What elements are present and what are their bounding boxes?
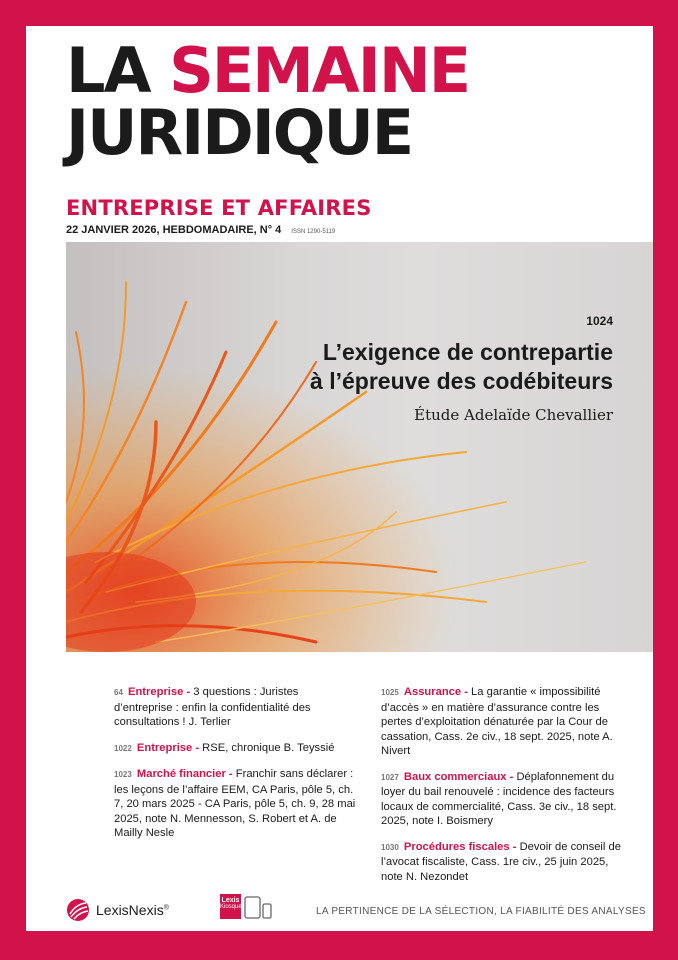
publisher-logo[interactable] xyxy=(66,898,169,922)
feature-title-line2: à l’épreuve des codébiteurs xyxy=(310,368,613,394)
kiosque-line1: Lexis xyxy=(221,897,240,904)
feature-title xyxy=(310,338,613,396)
dateline xyxy=(66,224,335,236)
entry-text: Déplafonnement du loyer du bail renouvelé : incidence des facteurs locaux de commercialité, Cass. 3e civ., 18 sept. 2025, note I. Boismery xyxy=(381,770,617,827)
entry-category: Baux commerciaux - xyxy=(403,770,514,783)
entry-category: Procédures fiscales - xyxy=(403,840,517,853)
cover-page xyxy=(26,26,653,931)
entry-number: 64 xyxy=(114,688,123,697)
publisher-name xyxy=(96,902,169,918)
publisher-name-text: LexisNexis xyxy=(96,902,164,918)
feature-author: Étude Adelaïde Chevallier xyxy=(414,406,613,424)
masthead-title xyxy=(66,34,470,169)
contents-entry[interactable] xyxy=(381,840,626,885)
entry-category: Assurance - xyxy=(403,686,468,698)
entry-number: 1027 xyxy=(381,772,399,782)
feature-title-line1: L’exigence de contrepartie xyxy=(322,339,613,365)
lexis-kiosque-badge[interactable] xyxy=(220,894,272,920)
contents-entry[interactable] xyxy=(381,685,626,759)
contents-entry[interactable] xyxy=(114,767,359,841)
entry-category: Marché financier - xyxy=(136,768,233,780)
lexisnexis-logo-icon xyxy=(66,898,90,922)
feature-number: 1024 xyxy=(586,314,613,328)
entry-text: 3 questions : Juristes d’entreprise : enfin la confidentialité des consultations ! J. Terlier xyxy=(114,686,311,728)
edition-subtitle: ENTREPRISE ET AFFAIRES xyxy=(66,196,372,220)
kiosque-book-icon xyxy=(220,894,241,919)
entry-text: Devoir de conseil de l’avocat fiscaliste, Cass. 1re civ., 25 juin 2025, note N. Nezondet xyxy=(381,840,621,883)
contents-column-left xyxy=(114,685,359,852)
orange-grass-illustration xyxy=(66,242,653,652)
entry-number: 1025 xyxy=(381,688,399,697)
contents-entry[interactable] xyxy=(381,770,626,829)
entry-number: 1030 xyxy=(381,842,399,852)
tablet-icon xyxy=(244,896,272,920)
title-la: LA xyxy=(66,34,150,107)
cover-image xyxy=(66,242,653,652)
contents-entry[interactable] xyxy=(114,685,359,730)
issue-date: 22 JANVIER 2026, HEBDOMADAIRE, N° 4 xyxy=(66,224,282,236)
kiosque-line2: Kiosque xyxy=(220,904,242,910)
entry-text: RSE, chronique B. Teyssié xyxy=(199,741,335,754)
title-juridique: JURIDIQUE xyxy=(66,96,413,169)
issn: ISSN 1290-5119 xyxy=(291,229,336,235)
entry-category: Entreprise - xyxy=(128,686,191,698)
entry-number: 1023 xyxy=(114,770,132,779)
entry-text: Franchir sans déclarer : les leçons de l’affaire EEM, CA Paris, pôle 5, ch. 7, 20 mars 2025 - CA Paris, pôle 5, ch. 9, 28 mai 2025, note N. Mennesson, S. Robert et A. de Mailly Nesle xyxy=(114,768,356,839)
publisher-mark: ® xyxy=(163,904,169,912)
contents-column-right xyxy=(381,685,626,895)
entry-number: 1022 xyxy=(114,743,132,753)
contents-entry[interactable] xyxy=(114,741,359,757)
entry-text: La garantie « impossibilité d’accès » en matière d’assurance contre les pertes d’exploitation dénaturée par la Cour de cassation, Cass. 2e civ., 18 sept. 2025, note A. Nivert xyxy=(381,686,613,757)
entry-category: Entreprise - xyxy=(136,741,200,754)
tagline: LA PERTINENCE DE LA SÉLECTION, LA FIABILITÉ DES ANALYSES xyxy=(316,906,646,917)
title-semaine: SEMAINE xyxy=(169,34,470,107)
